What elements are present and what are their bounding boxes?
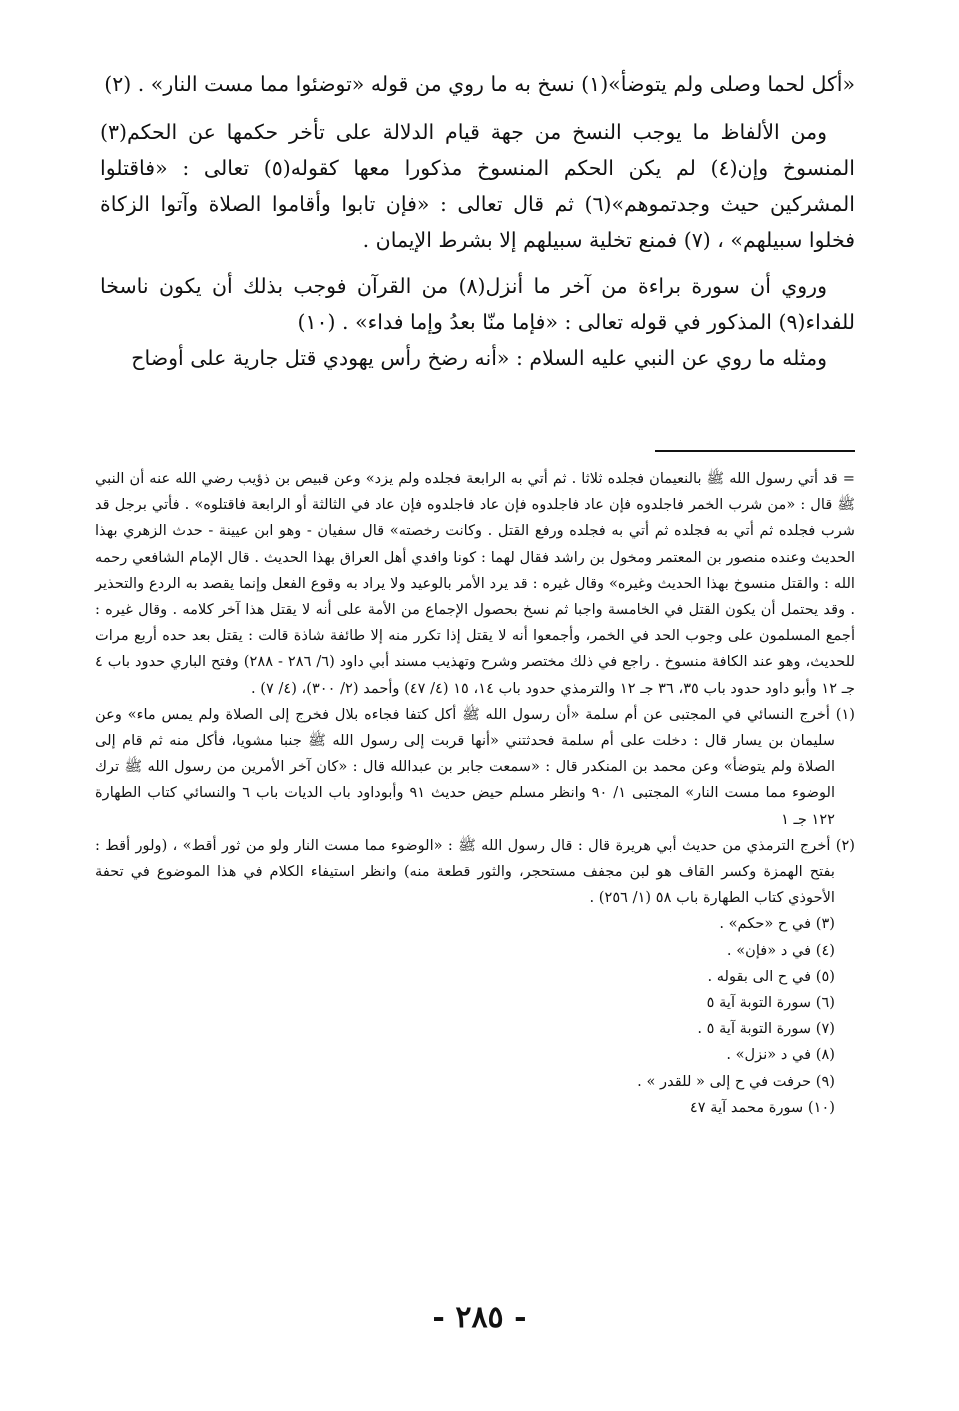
footnote-continuation: = قد أتي رسول الله ﷺ بالنعيمان فجلده ثلاثا . ثم أتي به الرابعة فجلده ولم يزد» وعن قبيص بن ذؤيب رضي الله عنه أن النبي ﷺ قال : «من شرب الخمر فاجلدوه فإن عاد فاجلدوه فإن عاد فاجلدوه فإن عاد في الثالثة أو الرابعة فاقتلوه» . فأتي برجل قد شرب فجلده ثم أتي به فجلده ثم أتي به فجلده ورفع القتل . وكانت رخصته» قال سفيان - وهو ابن عيينة - حدث الزهري بهذا الحديث وعنده منصور بن المعتمر ومخول بن راشد فقال لهما : كونا وافدي أهل العراق بهذا الحديث . قال الإمام الشافعي رحمه الله : والقتل منسوخ بهذا الحديث وغيره» وقال غيره : قد يرد الأمر بالوعيد ولا يراد به وقوع الفعل وإنما يقصد به الردع والتحذير . وقد يحتمل أن يكون القتل في الخامسة واجبا ثم نسخ بحصول الإجماع من الأمة على أنه لا يقتل هذا آخر كلامه . وقال غيره : أجمع المسلمون على وجوب الحد في الخمر، وأجمعوا أنه لا يقتل إذا تكرر منه إلا طائفة شاذة قالت : يقتل بعد حده أربع مرات للحديث، وهو عند الكافة منسوخ . راجع في ذلك مختصر وشرح وتهذيب مسند أبي داود (٦/ ٢٨٦ - ٢٨٨) وفتح الباري حدود باب ٤ جـ ١٢ وأبو داود حدود باب ٣٥، ٣٦ جـ ١٢ والترمذي حدود باب ١٤، ١٥ (٤/ ٤٧) وأحمد (٢/ ٣٠٠)، (٤/ ٧) .	[95, 470, 855, 697]
main-paragraph-2: وروي أن سورة براءة من آخر ما أنزل(٨) من القرآن فوجب بذلك أن يكون ناسخا للفداء(٩) المذكور في قوله تعالى : «فإما منّا بعدُ وإما فداء» . (١٠)	[100, 274, 855, 334]
footnote-6: (٦) سورة التوبة آية ٥	[706, 994, 835, 1012]
main-text	[100, 66, 855, 376]
footnote-list	[95, 702, 855, 1121]
footnote-separator	[655, 450, 855, 452]
main-paragraph-1: ومن الألفاظ ما يوجب النسخ من جهة قيام الدلالة على تأخر حكمها عن الحكم(٣) المنسوخ وإن(٤) لم يكن الحكم المنسوخ مذكورا معها كقوله(٥) تعالى : «فاقتلوا المشركين حيث وجدتموهم»(٦) ثم قال تعالى : «فإن تابوا وأقاموا الصلاة وآتوا الزكاة فخلوا سبيلهم» ، (٧) فمنع تخلية سبيلهم إلا بشرط الإيمان .	[100, 120, 855, 252]
footnote-1: (١) أخرج النسائي في المجتبى عن أم سلمة «أن رسول الله ﷺ أكل كتفا فجاءه بلال فخرج إلى الصلاة ولم يمس ماء» وعن سليمان بن يسار قال : دخلت على أم سلمة فحدثتني «أنها قربت إلى رسول الله ﷺ جنبا مشويا، فأكل منه ثم قام إلى الصلاة ولم يتوضأ» وعن محمد بن المنكدر قال : «سمعت جابر بن عبدالله قال : «كان آخر الأمرين من رسول الله ﷺ ترك الوضوء مما مست النار» المجتبى ١/ ٩٠ وانظر مسلم حيض حديث ٩١ وأبوداود باب الديات باب ٦ والنسائي كتاب الطهارة ١٢٢ جـ ١	[95, 705, 855, 828]
footnote-9: (٩) حرفت في ح إلى « للقدر » .	[637, 1072, 835, 1090]
footnote-8: (٨) في د «نزل» .	[726, 1046, 835, 1064]
main-paragraph-3: ومثله ما روي عن النبي عليه السلام : «أنه رضخ رأس يهودي قتل جارية على أوضاح	[131, 346, 827, 370]
footnote-7: (٧) سورة التوبة آية ٥ .	[697, 1020, 835, 1038]
page-number: - ٢٨٥ -	[432, 1300, 527, 1335]
footnote-10: (١٠) سورة محمد آية ٤٧	[689, 1098, 835, 1116]
footnote-3: (٣) في ح «حكم» .	[719, 915, 835, 933]
footnote-5: (٥) في ح الى بقوله .	[707, 967, 835, 985]
main-line-1: «أكل لحما وصلى ولم يتوضأ»(١) نسخ به ما روي من قوله «توضئوا مما مست النار» . (٢)	[104, 72, 855, 96]
footnote-2: (٢) أخرج الترمذي من حديث أبي هريرة قال : قال رسول الله ﷺ : «الوضوء مما مست النار ولو من ثور أقط» ، (ولور أقط : بفتح الهمزة وكسر القاف هو لبن مجفف مستحجر، والثور قطعة منه) وانظر استيفاء الكلام في هذا الموضوع في تحفة الأحوذي كتاب الطهارة باب ٥٨ (١/ ٢٥٦) .	[95, 836, 855, 907]
footnote-4: (٤) في د «فإن» .	[726, 941, 835, 959]
footnotes	[95, 466, 855, 1121]
